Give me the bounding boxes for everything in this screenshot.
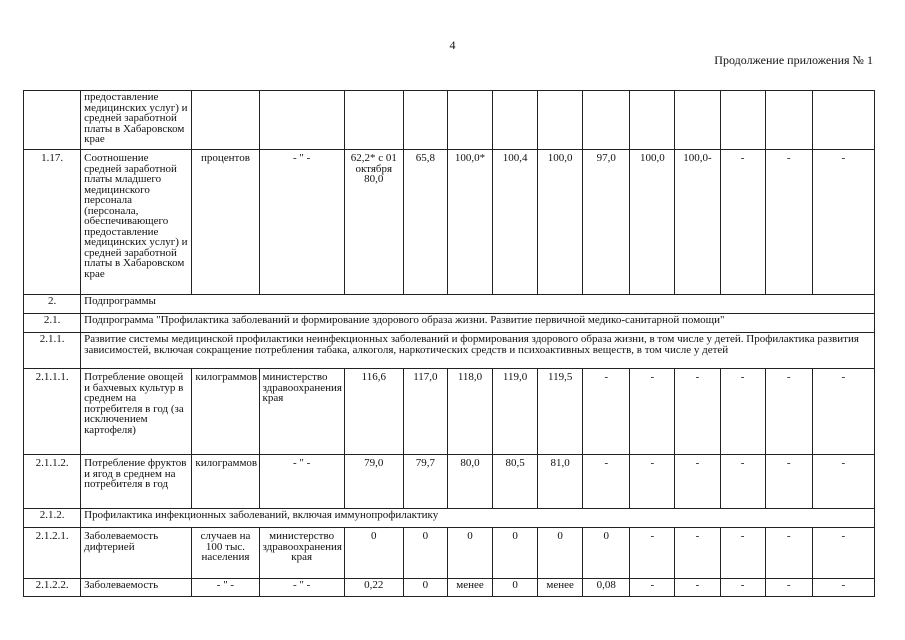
value-cell: 0 — [583, 528, 630, 579]
value-cell: менее — [447, 579, 492, 597]
value-cell: - — [812, 455, 874, 509]
table-row — [24, 91, 875, 150]
unit: - " - — [192, 579, 259, 597]
value-cell: 97,0 — [583, 150, 630, 295]
unit: процентов — [192, 150, 259, 295]
value-cell: - — [675, 455, 720, 509]
value-cell: - — [765, 369, 812, 455]
indicator-name: Потребление овощей и бахчевых культур в среднем на потребителя в год (за исключением картофеля) — [81, 369, 192, 455]
row-number: 2.1.2.1. — [24, 528, 81, 579]
value-cell: 117,0 — [403, 369, 447, 455]
section-title: Подпрограммы — [81, 295, 875, 314]
value-cell: 79,0 — [344, 455, 403, 509]
value-cell: 0 — [403, 579, 447, 597]
executor: министерство здравоохранения края — [259, 369, 344, 455]
value-cell: - — [812, 369, 874, 455]
value-cell: 62,2* с 01 октября 80,0 — [344, 150, 403, 295]
value-cell: - — [720, 579, 765, 597]
table-row — [24, 528, 875, 579]
row-number: 2.1.2. — [24, 509, 81, 528]
value-cell: - — [720, 455, 765, 509]
value-cell: 80,0 — [447, 455, 492, 509]
value-cell: 81,0 — [538, 455, 583, 509]
value-cell: 100,0 — [538, 150, 583, 295]
value-cell: 100,0* — [447, 150, 492, 295]
table-row — [24, 455, 875, 509]
value-cell: 116,6 — [344, 369, 403, 455]
value-cell: - — [812, 579, 874, 597]
indicator-name: предоставление медицинских услуг) и средней заработной платы в Хабаровском крае — [81, 91, 192, 150]
value-cell: 0,08 — [583, 579, 630, 597]
value-cell: - — [630, 455, 675, 509]
value-cell: 119,0 — [493, 369, 538, 455]
value-cell: - — [720, 150, 765, 295]
value-cell: 79,7 — [403, 455, 447, 509]
section-title: Профилактика инфекционных заболеваний, включая иммунопрофилактику — [81, 509, 875, 528]
unit: килограммов — [192, 369, 259, 455]
value-cell: 0 — [447, 528, 492, 579]
value-cell: 100,4 — [493, 150, 538, 295]
indicator-name: Потребление фруктов и ягод в среднем на потребителя в год — [81, 455, 192, 509]
value-cell: - — [583, 369, 630, 455]
page-number: 4 — [449, 38, 456, 52]
value-cell: - — [675, 369, 720, 455]
row-number: 2. — [24, 295, 81, 314]
continuation-caption: Продолжение приложения № 1 — [714, 53, 873, 67]
row-number: 1.17. — [24, 150, 81, 295]
indicator-name: Заболеваемость — [81, 579, 192, 597]
value-cell: - — [720, 369, 765, 455]
row-number: 2.1.1.2. — [24, 455, 81, 509]
value-cell: - — [765, 528, 812, 579]
table-row — [24, 369, 875, 455]
value-cell: - — [765, 455, 812, 509]
executor: министерство здравоохранения края — [259, 528, 344, 579]
row-number: 2.1.1. — [24, 333, 81, 369]
value-cell: менее — [538, 579, 583, 597]
value-cell: 0 — [403, 528, 447, 579]
value-cell: - — [720, 528, 765, 579]
value-cell: - — [630, 579, 675, 597]
table-row — [24, 150, 875, 295]
row-number: 2.1.2.2. — [24, 579, 81, 597]
value-cell: 0 — [538, 528, 583, 579]
value-cell: - — [675, 528, 720, 579]
executor: - " - — [259, 150, 344, 295]
value-cell: - — [765, 150, 812, 295]
value-cell: 65,8 — [403, 150, 447, 295]
section-title: Подпрограмма "Профилактика заболеваний и формирование здорового образа жизни. Развитие первичной медико-санитарной помощи" — [81, 314, 875, 333]
indicator-name: Соотношение средней заработной платы младшего медицинского персонала (персонала, обеспечивающего предоставление медицинских услуг) и средней заработной платы в Хабаровском крае — [81, 150, 192, 295]
value-cell: 0 — [493, 528, 538, 579]
value-cell: 100,0 — [630, 150, 675, 295]
indicators-table — [23, 90, 875, 597]
value-cell: - — [630, 369, 675, 455]
value-cell: - — [630, 528, 675, 579]
row-number: 2.1. — [24, 314, 81, 333]
value-cell: - — [583, 455, 630, 509]
value-cell: - — [812, 150, 874, 295]
table-row — [24, 295, 875, 314]
row-number: 2.1.1.1. — [24, 369, 81, 455]
value-cell: - — [765, 579, 812, 597]
executor: - " - — [259, 579, 344, 597]
table-row — [24, 509, 875, 528]
value-cell: 118,0 — [447, 369, 492, 455]
table-row — [24, 333, 875, 369]
value-cell: 80,5 — [493, 455, 538, 509]
value-cell: 0,22 — [344, 579, 403, 597]
value-cell: 100,0- — [675, 150, 720, 295]
unit: килограммов — [192, 455, 259, 509]
section-title: Развитие системы медицинской профилактики неинфекционных заболеваний и формирования здорового образа жизни, в том числе у детей. Профилактика развития зависимостей, включая сокращение потребления табака, алкоголя, наркотических средств и психоактивных веществ, в том числе у детей — [81, 333, 875, 369]
unit: случаев на 100 тыс. населения — [192, 528, 259, 579]
value-cell: - — [812, 528, 874, 579]
indicator-name: Заболеваемость дифтерией — [81, 528, 192, 579]
table-row — [24, 314, 875, 333]
table-row — [24, 579, 875, 597]
value-cell: 0 — [344, 528, 403, 579]
value-cell: 0 — [493, 579, 538, 597]
value-cell: - — [675, 579, 720, 597]
executor: - " - — [259, 455, 344, 509]
value-cell: 119,5 — [538, 369, 583, 455]
